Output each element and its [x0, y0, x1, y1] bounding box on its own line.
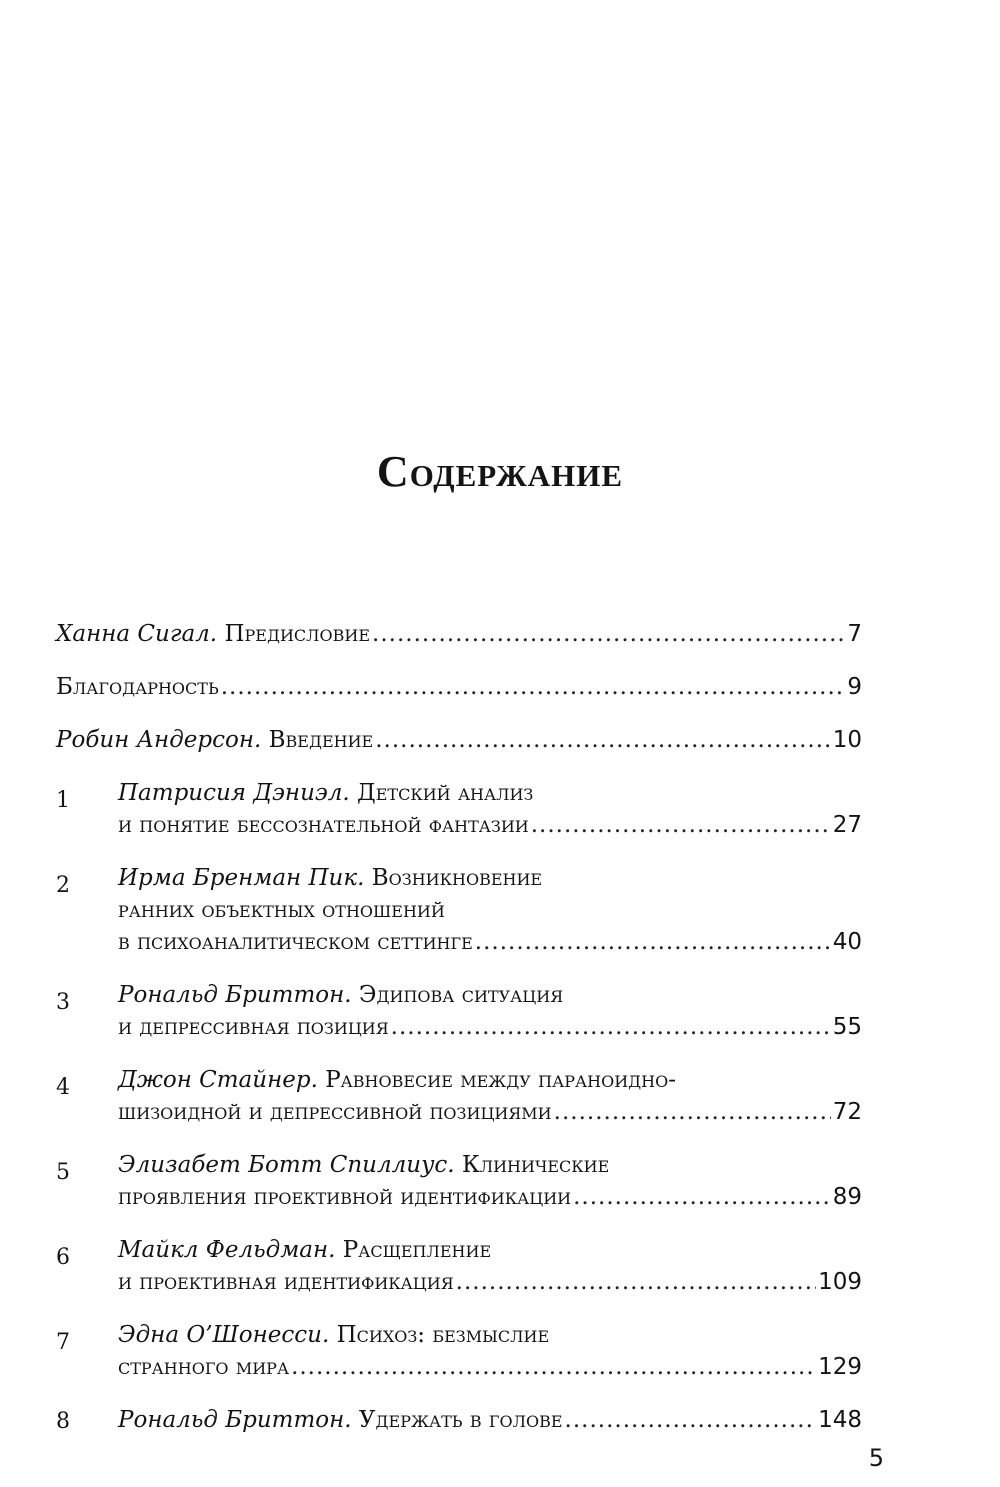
dot-leader	[554, 1096, 831, 1128]
toc-author: Ирма Бренман Пик.	[118, 865, 365, 891]
toc-author: Эдна О’Шонесси.	[118, 1322, 330, 1348]
toc-entry-content	[118, 1234, 862, 1298]
toc-title: Расщепление	[342, 1237, 492, 1263]
toc-page-number: 89	[832, 1184, 862, 1210]
toc-entry-content	[56, 618, 862, 650]
toc-title: Предисловие	[224, 621, 371, 647]
toc-title: шизоидной и депрессивной позициями	[118, 1099, 552, 1125]
dot-leader	[291, 1351, 816, 1383]
dot-leader	[221, 671, 846, 703]
toc-line	[118, 979, 862, 1011]
toc-entry	[56, 979, 862, 1043]
toc-entry	[56, 724, 862, 756]
toc-title: и понятие бессознательной фантазии	[118, 812, 529, 838]
chapter-number: 5	[56, 1160, 70, 1185]
toc-line	[118, 926, 862, 958]
toc-title: странного мира	[118, 1354, 290, 1380]
toc-line	[118, 1149, 862, 1181]
toc-author: Ханна Сигал.	[56, 621, 218, 647]
toc-line	[118, 1351, 862, 1383]
toc-line	[118, 1234, 862, 1266]
toc-line	[56, 724, 862, 756]
chapter-number: 8	[56, 1409, 70, 1434]
toc-page-number: 7	[847, 621, 862, 647]
toc-title: и проективная идентификация	[118, 1269, 454, 1295]
toc-title: Психоз: безмыслие	[336, 1322, 550, 1348]
toc-author: Робин Андерсон.	[56, 727, 262, 753]
toc-entry	[56, 1234, 862, 1298]
toc-author: Майкл Фельдман.	[118, 1237, 336, 1263]
dot-leader	[573, 1181, 831, 1213]
toc-title: Возникновение	[371, 865, 543, 891]
toc-line	[56, 618, 862, 650]
toc-line	[118, 1011, 862, 1043]
toc-title: Благодарность	[56, 674, 219, 700]
toc-title: Клинические	[461, 1152, 610, 1178]
toc-page-number: 148	[818, 1407, 862, 1433]
toc-line	[118, 809, 862, 841]
toc-author: Элизабет Ботт Спиллиус.	[118, 1152, 455, 1178]
toc-page-number: 129	[818, 1354, 862, 1380]
toc-page-number: 55	[832, 1014, 862, 1040]
toc-entry-content	[118, 862, 862, 958]
dot-leader	[475, 926, 831, 958]
toc-line	[56, 671, 862, 703]
toc-entry	[56, 1404, 862, 1438]
toc-line	[118, 1319, 862, 1351]
dot-leader	[456, 1266, 816, 1298]
toc-title: проявления проективной идентификации	[118, 1184, 572, 1210]
toc-line	[118, 894, 862, 926]
chapter-number: 6	[56, 1245, 70, 1270]
dot-leader	[375, 724, 830, 756]
toc-entry	[56, 1319, 862, 1383]
toc-title: Введение	[268, 727, 374, 753]
toc-page-number: 10	[832, 727, 862, 753]
toc-entry-content	[118, 979, 862, 1043]
toc-entry-content	[56, 671, 862, 703]
toc-page-number: 109	[818, 1269, 862, 1295]
toc-entry-content	[118, 777, 862, 841]
toc-title: в психоаналитическом сеттинге	[118, 929, 473, 955]
toc-entry	[56, 1064, 862, 1128]
toc-line	[118, 1064, 862, 1096]
toc-title: Удержать в голове	[358, 1407, 563, 1433]
dot-leader	[372, 618, 845, 650]
toc-page-number: 9	[847, 674, 862, 700]
toc-author: Патрисия Дэниэл.	[118, 780, 350, 806]
toc-page-number: 40	[832, 929, 862, 955]
toc-title: и депрессивная позиция	[118, 1014, 389, 1040]
toc-entry	[56, 1149, 862, 1213]
toc-page-number: 72	[832, 1099, 862, 1125]
dot-leader	[391, 1011, 831, 1043]
toc-entry	[56, 777, 862, 841]
toc-line	[118, 1266, 862, 1298]
toc-line	[118, 1404, 862, 1436]
toc-entry	[56, 862, 862, 958]
page-title: Содержание	[376, 447, 624, 496]
toc-line	[118, 1096, 862, 1128]
toc-line	[118, 862, 862, 894]
page-number: 5	[868, 1444, 884, 1472]
chapter-number: 7	[56, 1330, 70, 1355]
toc-line	[118, 1181, 862, 1213]
toc-author: Рональд Бриттон.	[118, 982, 352, 1008]
toc-title: Эдипова ситуация	[358, 982, 564, 1008]
toc-entry-content	[56, 724, 862, 756]
dot-leader	[565, 1404, 817, 1436]
chapter-number: 4	[56, 1075, 70, 1100]
toc-entry	[56, 618, 862, 650]
dot-leader	[531, 809, 831, 841]
toc-author: Джон Стайнер.	[118, 1067, 318, 1093]
toc-page-number: 27	[832, 812, 862, 838]
toc-entry-content	[118, 1149, 862, 1213]
toc-title: ранних объектных отношений	[118, 897, 445, 923]
toc-title: Равновесие между параноидно-	[325, 1067, 676, 1093]
chapter-number: 3	[56, 990, 70, 1015]
toc-line	[118, 777, 862, 809]
toc-entry-content	[118, 1404, 862, 1436]
toc-entry	[56, 671, 862, 703]
table-of-contents	[56, 618, 862, 1459]
toc-author: Рональд Бриттон.	[118, 1407, 352, 1433]
toc-entry-content	[118, 1064, 862, 1128]
chapter-number: 1	[56, 788, 70, 813]
toc-entry-content	[118, 1319, 862, 1383]
toc-title: Детский анализ	[357, 780, 534, 806]
chapter-number: 2	[56, 873, 70, 898]
